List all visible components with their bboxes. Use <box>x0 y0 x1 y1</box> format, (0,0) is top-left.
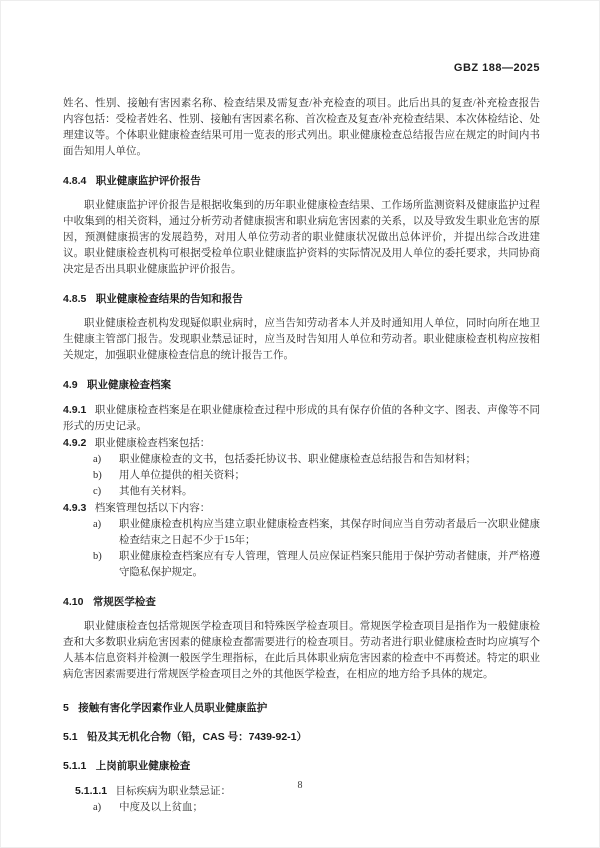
section-title: 职业健康监护评价报告 <box>95 175 201 187</box>
list-item-text: 职业健康检查机构应当建立职业健康检查档案，其保存时间应当自劳动者最后一次职业健康检查结束之日起不少于15年； <box>119 519 540 546</box>
section-heading-5-1 <box>63 729 540 745</box>
section-number: 5.1.1 <box>63 760 87 772</box>
page-number: 8 <box>297 780 303 791</box>
list-item-label: c) <box>93 486 102 497</box>
clause-text: 目标疾病为职业禁忌证： <box>115 786 232 797</box>
section-title: 接触有害化学因素作业人员职业健康监护 <box>78 702 268 714</box>
section-heading-5 <box>63 700 540 716</box>
section-number: 4.8.4 <box>63 175 87 187</box>
clause-text: 职业健康检查档案包括： <box>94 438 211 449</box>
paragraph-continuation: 姓名、性别、接触有害因素名称、检查结果及需复查/补充检查的项目。此后出具的复查/补充检查报告内容包括：受检者姓名、性别、接触有害因素名称、首次检查及复查/补充检查结果、本次体检结论、处理建议等。个体职业健康检查结果可用一览表的形式列出。职业健康检查总结报告应在规定的时间内书面告知用人单位。 <box>63 98 540 157</box>
list-item-4-9-2-a <box>63 452 540 468</box>
standard-number-header: GBZ 188—2025 <box>453 62 540 74</box>
list-item-text: 职业健康检查档案应有专人管理，管理人员应保证档案只能用于保护劳动者健康，并严格遵守隐私保护规定。 <box>119 551 540 578</box>
list-item-4-9-3-a <box>63 517 540 549</box>
section-number: 5 <box>63 702 69 714</box>
clause-number: 4.9.1 <box>63 404 87 416</box>
list-item-4-9-2-c <box>63 484 540 500</box>
section-heading-5-1-1 <box>63 758 540 774</box>
list-item-text: 职业健康检查的文书，包括委托协议书、职业健康检查总结报告和告知材料； <box>119 454 476 465</box>
clause-number: 5.1.1.1 <box>75 785 108 797</box>
list-item-text: 用人单位提供的相关资料； <box>119 470 245 481</box>
section-number: 4.9 <box>63 379 78 391</box>
section-title: 职业健康检查档案 <box>87 379 172 391</box>
section-title: 铅及其无机化合物（铅，CAS 号：7439-92-1） <box>87 731 308 743</box>
clause-4-9-3 <box>63 500 540 517</box>
section-number: 5.1 <box>63 731 78 743</box>
list-item-label: a) <box>93 802 102 813</box>
paragraph-4-10: 职业健康检查包括常规医学检查项目和特殊医学检查项目。常规医学检查项目是指作为一般健康检查和大多数职业病危害因素的健康检查都需要进行的检查项目。劳动者进行职业健康检查时均应填写个人基本信息资料并检测一般医学生理指标，在此后具体职业病危害因素的检查中不再赘述。特定的职业病危害因素需要进行常规医学检查项目之外的其他医学检查，在相应的地方给予具体的规定。 <box>63 621 540 680</box>
clause-number: 4.9.3 <box>63 502 87 514</box>
section-title: 职业健康检查结果的告知和报告 <box>95 293 243 305</box>
section-heading-4-8-5 <box>63 291 540 307</box>
list-item-label: a) <box>93 454 102 465</box>
clause-text: 档案管理包括以下内容： <box>94 503 211 514</box>
clause-text: 职业健康检查档案是在职业健康检查过程中形成的具有保存价值的各种文字、图表、声像等不同形式的历史记录。 <box>63 405 540 432</box>
clause-number: 4.9.2 <box>63 437 87 449</box>
list-item-label: b) <box>93 551 102 562</box>
clause-4-9-2 <box>63 435 540 452</box>
paragraph-4-8-5: 职业健康检查机构发现疑似职业病时，应当告知劳动者本人并及时通知用人单位，同时向所在地卫生健康主管部门报告。发现职业禁忌证时，应当及时告知用人单位和劳动者。职业健康检查机构应按相关规定，加强职业健康检查信息的统计报告工作。 <box>63 318 540 361</box>
list-item-text: 中度及以上贫血； <box>119 802 203 813</box>
list-item-text: 其他有关材料。 <box>119 486 193 497</box>
clause-4-9-1 <box>63 402 540 435</box>
section-number: 4.8.5 <box>63 293 87 305</box>
section-heading-4-9 <box>63 377 540 393</box>
list-item-label: a) <box>93 519 102 530</box>
section-title: 上岗前职业健康检查 <box>95 760 191 772</box>
section-heading-4-10 <box>63 594 540 610</box>
section-heading-4-8-4 <box>63 173 540 189</box>
paragraph-4-8-4: 职业健康监护评价报告是根据收集到的历年职业健康检查结果、工作场所监测资料及健康监护过程中收集到的相关资料，通过分析劳动者健康损害和职业病危害因素的关系，以及导致发生职业危害的原因，预测健康损害的发展趋势，对用人单位劳动者的职业健康状况做出总体评价，并提出综合改进建议。职业健康检查机构可根据受检单位职业健康监护资料的实际情况及用人单位的委托要求，共同协商决定是否出具职业健康监护评价报告。 <box>63 200 540 275</box>
section-number: 4.10 <box>63 596 84 608</box>
list-item-4-9-3-b <box>63 549 540 581</box>
list-item-4-9-2-b <box>63 468 540 484</box>
list-item-label: b) <box>93 470 102 481</box>
section-title: 常规医学检查 <box>92 596 156 608</box>
list-item-5-1-1-1-a <box>63 800 540 816</box>
